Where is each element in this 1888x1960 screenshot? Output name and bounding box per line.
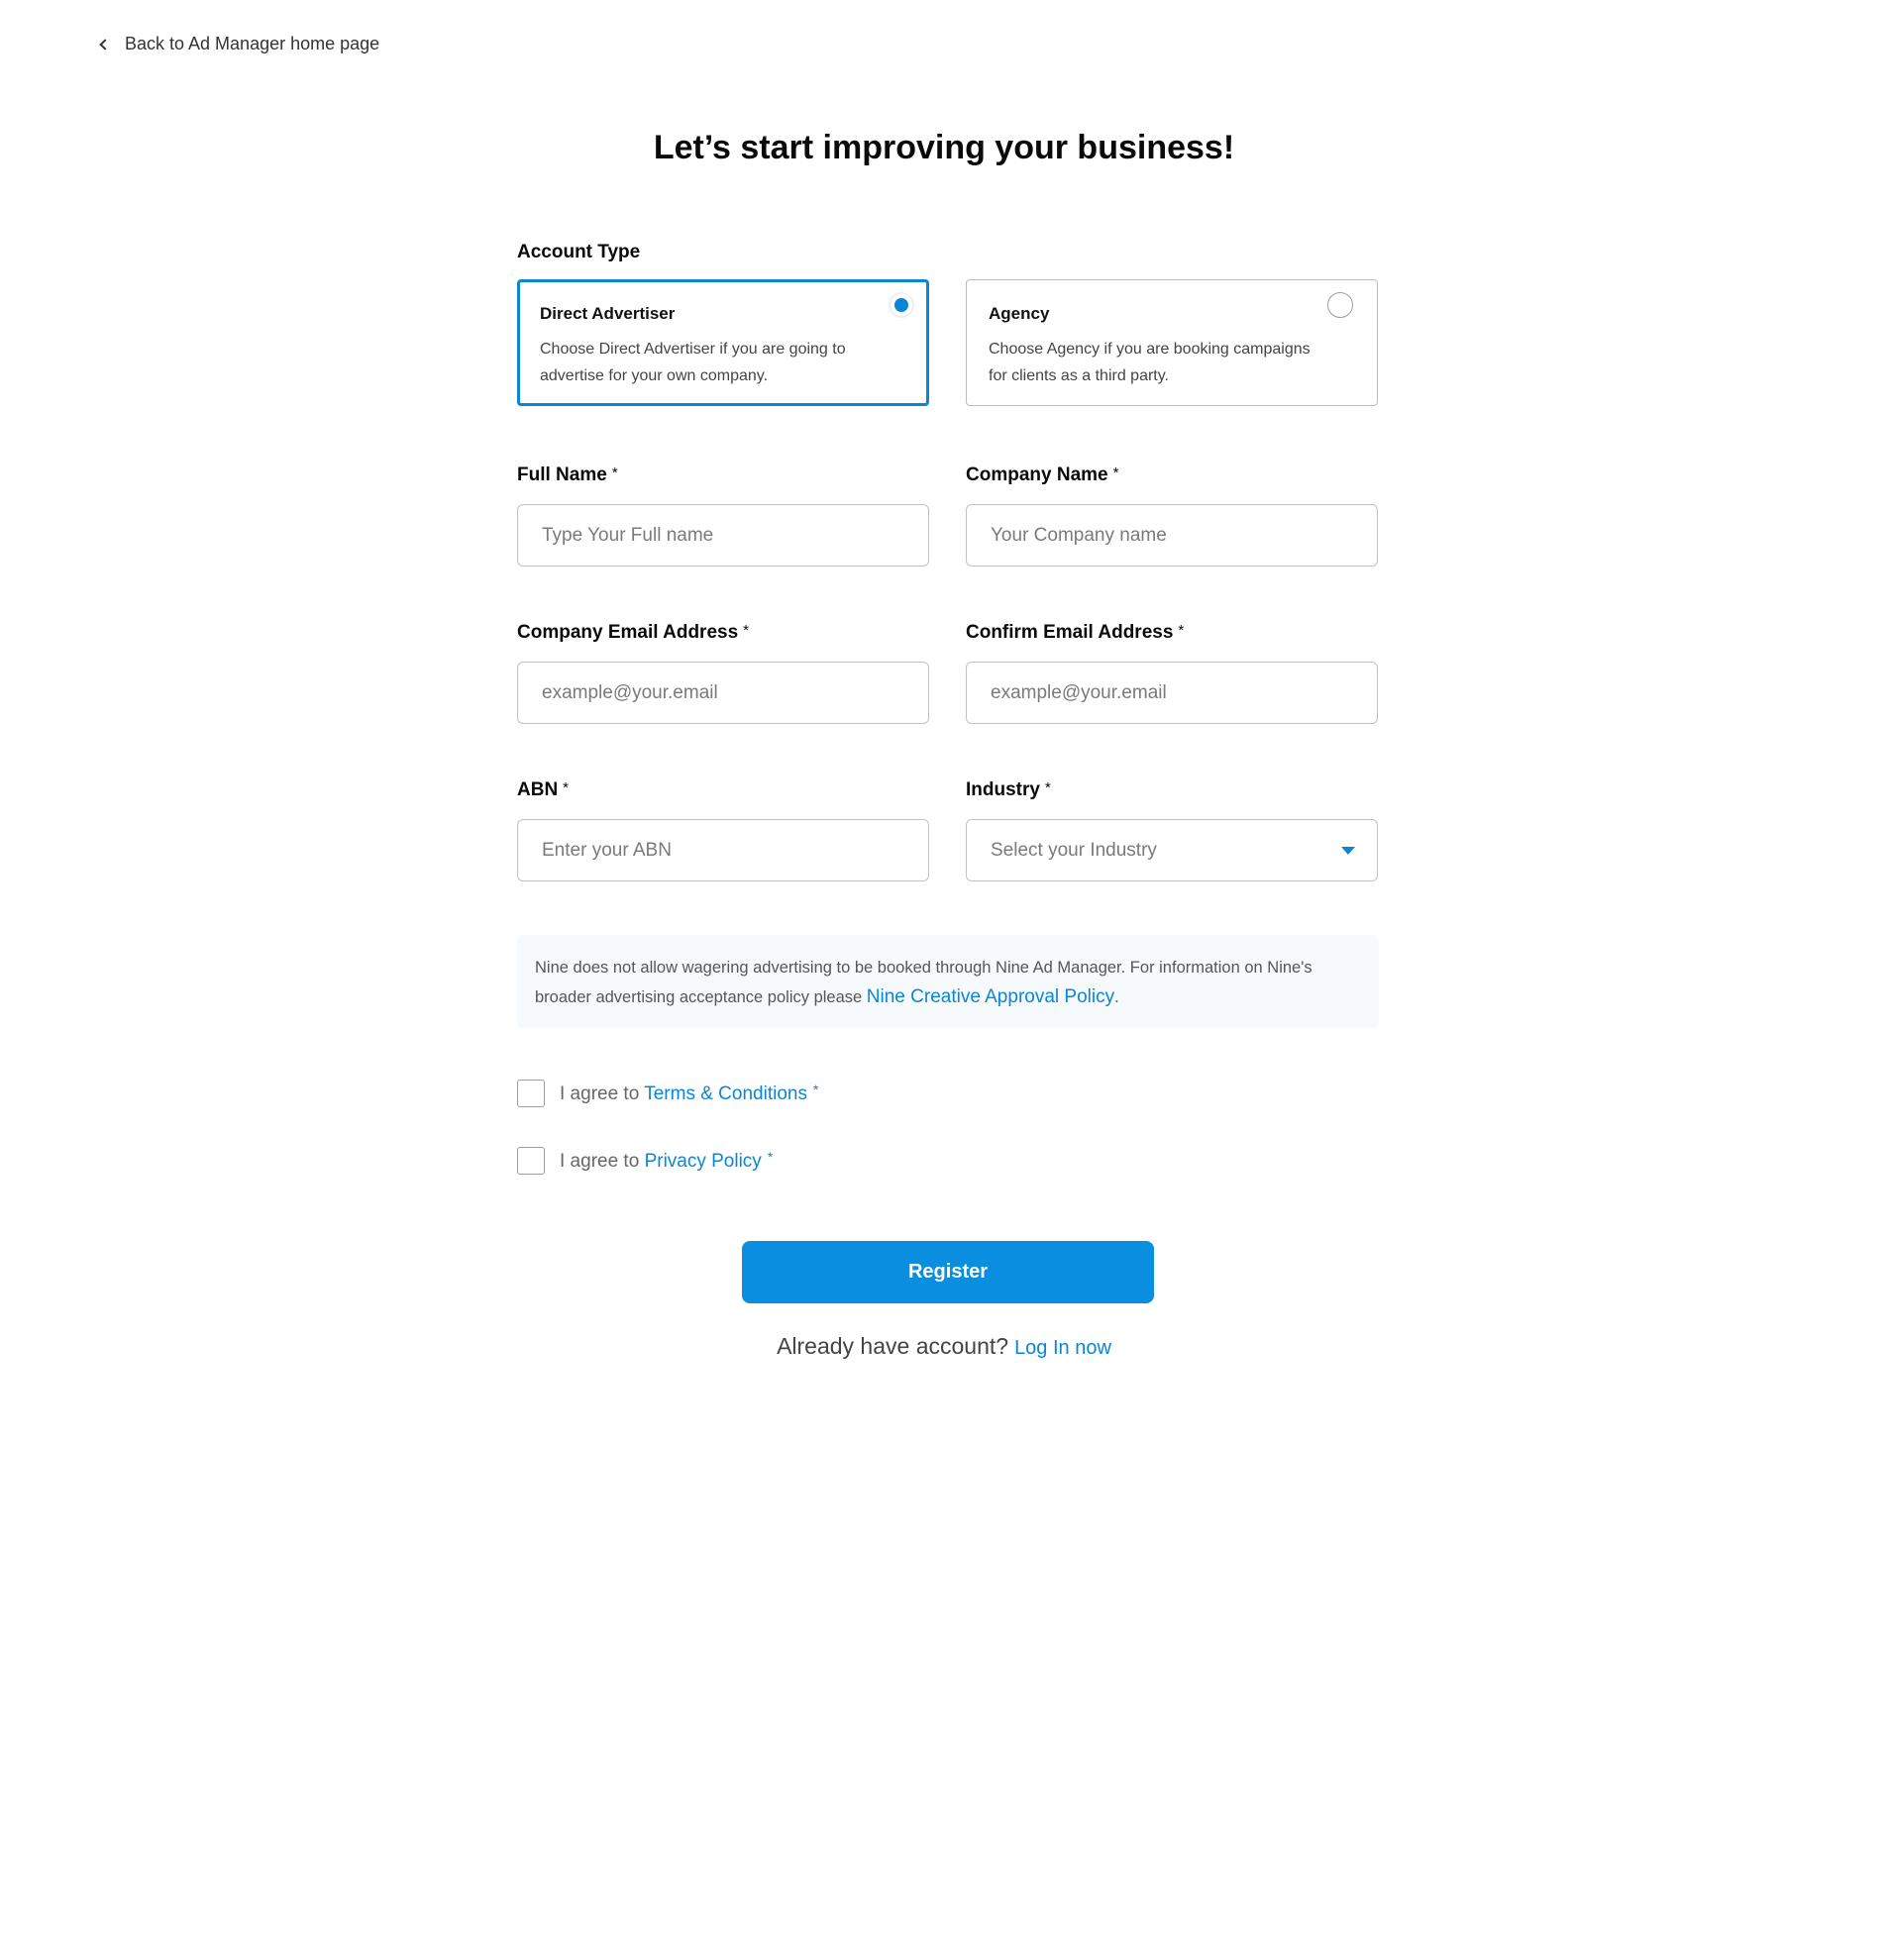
company-email-field: [517, 622, 929, 724]
privacy-agreement: [517, 1147, 1379, 1175]
notice-text: Nine does not allow wagering advertising to be booked through Nine Ad Manager. For information on Nine's broader advertising acceptance policy please: [535, 959, 1312, 1006]
terms-checkbox[interactable]: [517, 1080, 545, 1107]
industry-select[interactable]: [966, 819, 1378, 881]
full-name-input[interactable]: [517, 504, 929, 567]
company-name-label: Company Name *: [966, 464, 1119, 485]
required-mark: *: [563, 779, 570, 796]
terms-prefix: I agree to Terms & Conditions *: [560, 1082, 819, 1104]
required-mark: *: [611, 464, 618, 481]
page-title: Let’s start improving your business!: [653, 129, 1235, 166]
login-prompt-text: Already have account?: [777, 1333, 1009, 1359]
privacy-policy-link[interactable]: Privacy Policy: [644, 1151, 762, 1172]
account-type-label: Account Type: [517, 242, 641, 262]
required-mark: *: [1112, 464, 1119, 481]
confirm-email-field: [966, 622, 1378, 724]
privacy-prefix: I agree to Privacy Policy *: [560, 1149, 774, 1172]
full-name-field: [517, 464, 929, 567]
back-link[interactable]: [101, 34, 379, 54]
company-name-input[interactable]: [966, 504, 1378, 567]
agency-radio[interactable]: [1327, 292, 1353, 318]
industry-field: [966, 779, 1378, 881]
creative-approval-policy-link[interactable]: Nine Creative Approval Policy: [866, 986, 1115, 1007]
terms-conditions-link[interactable]: Terms & Conditions: [644, 1083, 807, 1104]
required-mark: *: [1178, 622, 1185, 639]
full-name-label: Full Name *: [517, 464, 618, 485]
agency-description: Choose Agency if you are booking campaigns for clients as a third party.: [989, 341, 1311, 384]
direct-advertiser-description: Choose Direct Advertiser if you are going to advertise for your own company.: [540, 341, 846, 384]
register-button[interactable]: Register: [742, 1241, 1154, 1303]
abn-field: [517, 779, 929, 881]
required-mark: *: [812, 1082, 819, 1097]
required-mark: *: [1044, 779, 1051, 796]
login-link[interactable]: Log In now: [1014, 1337, 1111, 1359]
terms-agreement: [517, 1080, 1379, 1107]
required-mark: *: [743, 622, 749, 639]
caret-down-icon: [1341, 847, 1355, 855]
account-type-direct-advertiser[interactable]: [517, 279, 929, 406]
company-name-field: [966, 464, 1378, 567]
wagering-notice: [517, 935, 1379, 1028]
industry-select-placeholder: Select your Industry: [991, 839, 1157, 861]
notice-suffix: .: [1114, 988, 1119, 1006]
required-mark: *: [767, 1149, 774, 1165]
direct-advertiser-title: Direct Advertiser: [540, 304, 676, 323]
back-link-label: Back to Ad Manager home page: [125, 34, 380, 53]
name-row: [517, 464, 1379, 567]
industry-label: Industry *: [966, 779, 1051, 800]
direct-advertiser-radio[interactable]: [889, 292, 914, 318]
account-type-options: [517, 279, 1379, 406]
email-row: [517, 622, 1379, 724]
company-email-label: Company Email Address *: [517, 622, 749, 643]
company-email-input[interactable]: [517, 662, 929, 724]
abn-input[interactable]: [517, 819, 929, 881]
chevron-left-icon: [99, 39, 110, 50]
privacy-checkbox[interactable]: [517, 1147, 545, 1175]
abn-label: ABN *: [517, 779, 570, 800]
account-type-agency[interactable]: [966, 279, 1378, 406]
login-prompt: [0, 1333, 1888, 1360]
confirm-email-label: Confirm Email Address *: [966, 622, 1185, 643]
registration-form: [517, 242, 1379, 1175]
confirm-email-input[interactable]: [966, 662, 1378, 724]
agency-title: Agency: [989, 304, 1050, 323]
abn-industry-row: [517, 779, 1379, 881]
